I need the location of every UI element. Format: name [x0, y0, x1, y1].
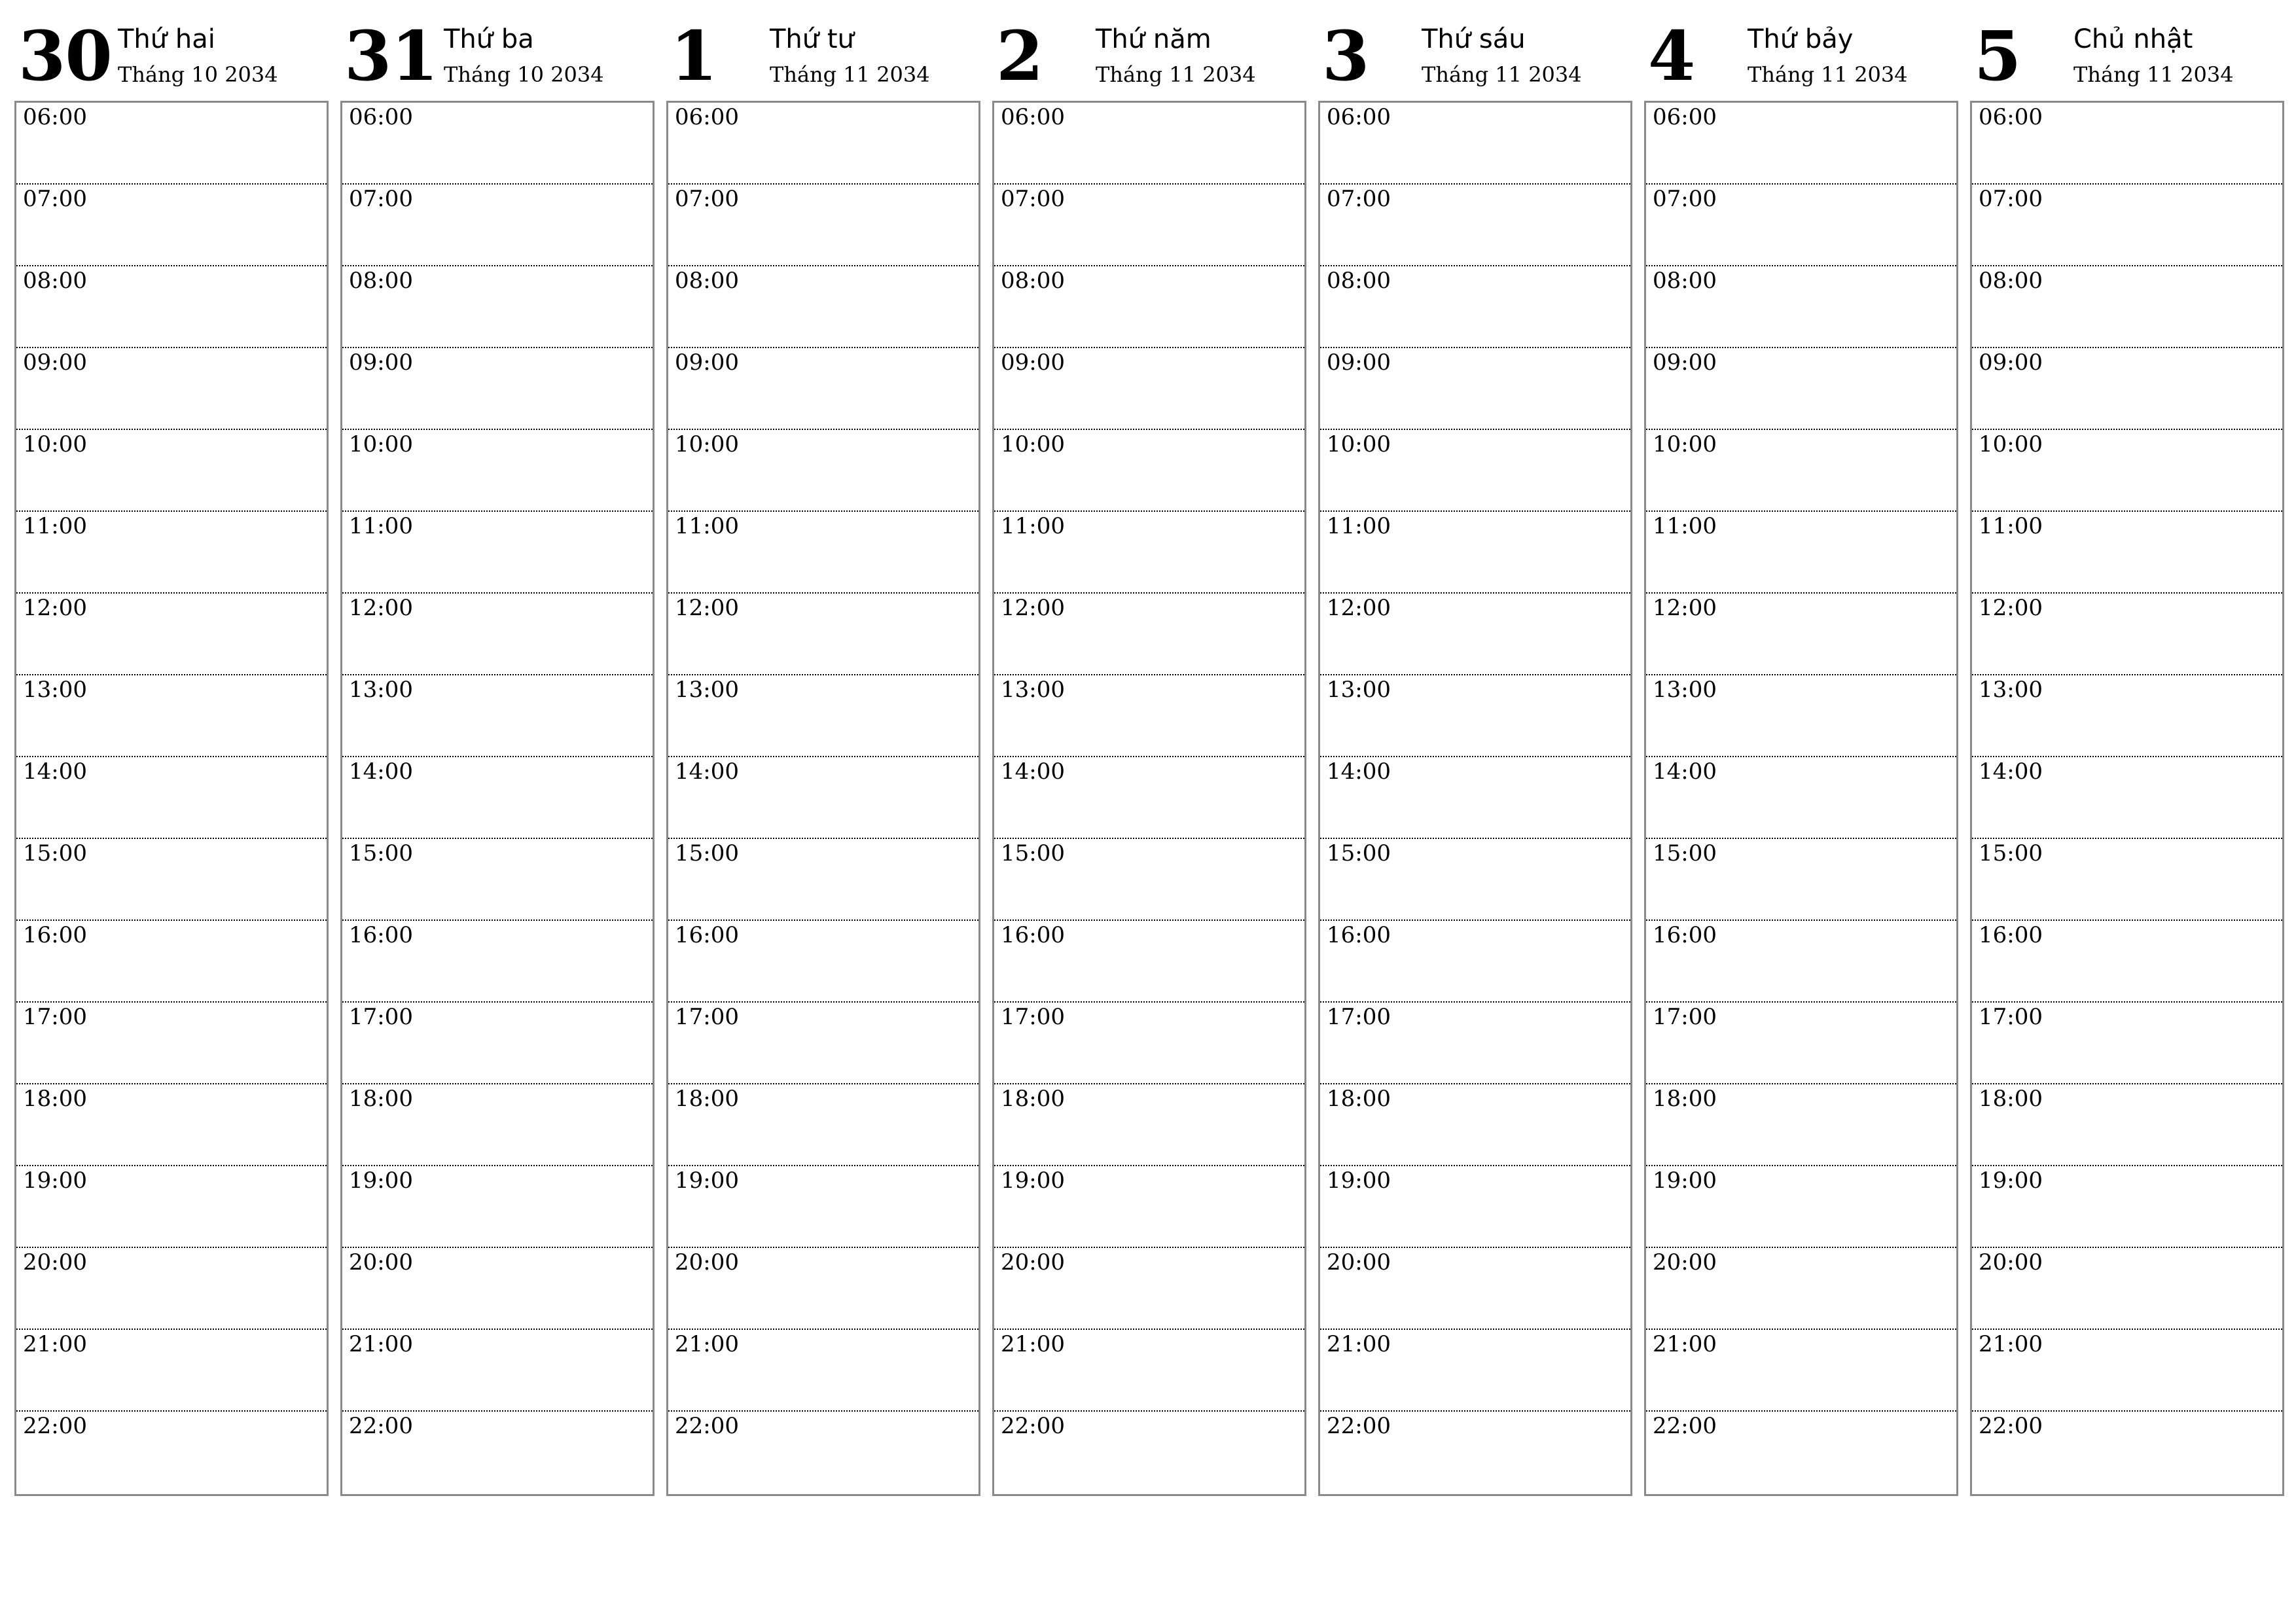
hour-label: 06:00	[1001, 104, 1065, 130]
hour-label: 13:00	[1979, 677, 2043, 703]
hour-slot[interactable]	[342, 1330, 653, 1412]
hour-slot[interactable]	[1972, 594, 2282, 675]
hour-label: 13:00	[23, 677, 87, 703]
hour-label: 16:00	[23, 922, 87, 948]
day-number: 31	[344, 16, 438, 96]
hour-slots-box	[1970, 101, 2284, 1496]
hour-label: 12:00	[1653, 595, 1717, 621]
hour-label: 11:00	[1001, 513, 1065, 539]
hour-label: 18:00	[349, 1086, 413, 1112]
hour-label: 10:00	[1979, 431, 2043, 457]
hour-slot[interactable]	[1972, 1412, 2282, 1493]
hour-label: 21:00	[1001, 1331, 1065, 1357]
day-header	[14, 0, 327, 101]
hour-slot[interactable]	[16, 1248, 327, 1330]
hour-label: 10:00	[1327, 431, 1391, 457]
hour-label: 18:00	[1653, 1086, 1717, 1112]
hour-slot[interactable]	[668, 185, 978, 266]
hour-slot[interactable]	[342, 675, 653, 757]
hour-slot[interactable]	[1646, 1248, 1956, 1330]
hour-label: 09:00	[1327, 349, 1391, 376]
hour-label: 19:00	[23, 1168, 87, 1194]
hour-label: 20:00	[349, 1249, 413, 1275]
hour-label: 22:00	[675, 1413, 739, 1439]
hour-label: 22:00	[23, 1413, 87, 1439]
hour-slot[interactable]	[1320, 266, 1630, 348]
hour-label: 17:00	[675, 1004, 739, 1030]
hour-slot[interactable]	[1320, 185, 1630, 266]
month-label: Tháng 11 2034	[1748, 62, 1908, 87]
hour-slot[interactable]	[1320, 921, 1630, 1003]
hour-label: 12:00	[1327, 595, 1391, 621]
hour-label: 12:00	[1001, 595, 1065, 621]
hour-slot[interactable]	[1646, 185, 1956, 266]
hour-label: 07:00	[1653, 186, 1717, 212]
month-label: Tháng 11 2034	[2073, 62, 2234, 87]
hour-slot[interactable]	[1646, 757, 1956, 839]
hour-label: 11:00	[1327, 513, 1391, 539]
hour-slot[interactable]	[16, 1003, 327, 1084]
hour-label: 07:00	[1327, 186, 1391, 212]
hour-slot[interactable]	[994, 348, 1304, 430]
hour-label: 17:00	[1979, 1004, 2043, 1030]
hour-slot[interactable]	[994, 266, 1304, 348]
hour-slot[interactable]	[668, 921, 978, 1003]
hour-slot[interactable]	[1646, 1330, 1956, 1412]
hour-label: 10:00	[675, 431, 739, 457]
hour-slot[interactable]	[1320, 1003, 1630, 1084]
hour-slot[interactable]	[1320, 512, 1630, 594]
hour-slot[interactable]	[1320, 1248, 1630, 1330]
hour-slot[interactable]	[668, 430, 978, 512]
weekday-label: Thứ tư	[770, 24, 854, 54]
hour-slot[interactable]	[1320, 1084, 1630, 1166]
hour-label: 14:00	[349, 758, 413, 785]
day-header	[1318, 0, 1631, 101]
hour-slot[interactable]	[16, 921, 327, 1003]
hour-label: 06:00	[675, 104, 739, 130]
hour-label: 10:00	[349, 431, 413, 457]
hour-label: 08:00	[1001, 268, 1065, 294]
hour-label: 15:00	[1653, 840, 1717, 866]
hour-label: 12:00	[349, 595, 413, 621]
hour-slot[interactable]	[1972, 430, 2282, 512]
weekday-label: Thứ ba	[444, 24, 534, 54]
day-number: 1	[670, 16, 717, 96]
hour-slot[interactable]	[994, 1330, 1304, 1412]
hour-label: 20:00	[23, 1249, 87, 1275]
hour-slots-box	[666, 101, 980, 1496]
hour-label: 13:00	[1001, 677, 1065, 703]
hour-label: 18:00	[675, 1086, 739, 1112]
hour-label: 15:00	[23, 840, 87, 866]
hour-label: 19:00	[1653, 1168, 1717, 1194]
hour-slot[interactable]	[1646, 103, 1956, 185]
hour-label: 10:00	[23, 431, 87, 457]
hour-label: 21:00	[1979, 1331, 2043, 1357]
hour-label: 09:00	[675, 349, 739, 376]
hour-slot[interactable]	[16, 1166, 327, 1248]
hour-slot[interactable]	[16, 185, 327, 266]
hour-label: 06:00	[23, 104, 87, 130]
hour-label: 12:00	[1979, 595, 2043, 621]
hour-slot[interactable]	[1646, 1084, 1956, 1166]
hour-label: 16:00	[1979, 922, 2043, 948]
hour-slot[interactable]	[994, 1248, 1304, 1330]
hour-slot[interactable]	[668, 1330, 978, 1412]
hour-label: 14:00	[1653, 758, 1717, 785]
hour-label: 15:00	[675, 840, 739, 866]
hour-slot[interactable]	[1320, 103, 1630, 185]
hour-slot[interactable]	[1646, 430, 1956, 512]
hour-label: 07:00	[1979, 186, 2043, 212]
day-number: 2	[996, 16, 1043, 96]
day-column-thursday	[992, 0, 1305, 1505]
hour-slot[interactable]	[1646, 675, 1956, 757]
day-header	[1970, 0, 2283, 101]
hour-slot[interactable]	[342, 839, 653, 921]
hour-slot[interactable]	[16, 1084, 327, 1166]
hour-slot[interactable]	[342, 430, 653, 512]
hour-slot[interactable]	[1972, 185, 2282, 266]
hour-label: 22:00	[1327, 1413, 1391, 1439]
hour-slot[interactable]	[1972, 103, 2282, 185]
hour-slots-box	[992, 101, 1306, 1496]
month-label: Tháng 11 2034	[770, 62, 930, 87]
hour-label: 20:00	[675, 1249, 739, 1275]
hour-label: 18:00	[1001, 1086, 1065, 1112]
hour-slot[interactable]	[994, 1412, 1304, 1493]
hour-slot[interactable]	[16, 1330, 327, 1412]
hour-slot[interactable]	[668, 675, 978, 757]
hour-slot[interactable]	[16, 430, 327, 512]
hour-slot[interactable]	[16, 348, 327, 430]
day-header	[1644, 0, 1957, 101]
hour-slot[interactable]	[1320, 594, 1630, 675]
hour-label: 07:00	[349, 186, 413, 212]
day-header	[992, 0, 1305, 101]
hour-slot[interactable]	[16, 1412, 327, 1493]
hour-label: 21:00	[675, 1331, 739, 1357]
hour-slot[interactable]	[1646, 594, 1956, 675]
hour-label: 16:00	[1001, 922, 1065, 948]
hour-slot[interactable]	[1320, 1166, 1630, 1248]
hour-label: 13:00	[349, 677, 413, 703]
hour-slot[interactable]	[16, 512, 327, 594]
hour-slot[interactable]	[668, 839, 978, 921]
hour-label: 08:00	[675, 268, 739, 294]
hour-label: 11:00	[349, 513, 413, 539]
hour-label: 18:00	[1327, 1086, 1391, 1112]
hour-label: 21:00	[1653, 1331, 1717, 1357]
hour-slot[interactable]	[342, 1084, 653, 1166]
hour-label: 14:00	[1001, 758, 1065, 785]
hour-label: 13:00	[1327, 677, 1391, 703]
hour-label: 12:00	[675, 595, 739, 621]
hour-slot[interactable]	[994, 757, 1304, 839]
hour-slot[interactable]	[1646, 512, 1956, 594]
hour-slot[interactable]	[1972, 512, 2282, 594]
hour-slot[interactable]	[342, 103, 653, 185]
hour-slot[interactable]	[668, 594, 978, 675]
hour-label: 19:00	[675, 1168, 739, 1194]
day-number: 5	[1974, 16, 2021, 96]
day-number: 4	[1648, 16, 1695, 96]
hour-label: 16:00	[1653, 922, 1717, 948]
hour-label: 15:00	[1327, 840, 1391, 866]
hour-slots-box	[1644, 101, 1958, 1496]
hour-slot[interactable]	[1646, 839, 1956, 921]
hour-slots-box	[14, 101, 329, 1496]
hour-slot[interactable]	[16, 675, 327, 757]
hour-label: 20:00	[1327, 1249, 1391, 1275]
day-header	[666, 0, 979, 101]
hour-slot[interactable]	[1972, 1003, 2282, 1084]
hour-slot[interactable]	[1972, 1248, 2282, 1330]
hour-label: 09:00	[1653, 349, 1717, 376]
hour-label: 06:00	[1979, 104, 2043, 130]
hour-label: 08:00	[1653, 268, 1717, 294]
hour-label: 17:00	[1001, 1004, 1065, 1030]
hour-label: 16:00	[675, 922, 739, 948]
hour-slot[interactable]	[1972, 757, 2282, 839]
hour-slot[interactable]	[342, 1003, 653, 1084]
hour-slot[interactable]	[1972, 266, 2282, 348]
hour-slot[interactable]	[16, 839, 327, 921]
day-column-saturday	[1644, 0, 1957, 1505]
hour-slot[interactable]	[668, 1166, 978, 1248]
hour-slot[interactable]	[1320, 430, 1630, 512]
hour-label: 11:00	[1653, 513, 1717, 539]
hour-slot[interactable]	[994, 1166, 1304, 1248]
hour-label: 14:00	[1327, 758, 1391, 785]
hour-label: 08:00	[1979, 268, 2043, 294]
hour-label: 13:00	[675, 677, 739, 703]
hour-label: 14:00	[675, 758, 739, 785]
hour-slot[interactable]	[668, 1412, 978, 1493]
hour-label: 19:00	[1327, 1168, 1391, 1194]
hour-slot[interactable]	[1972, 348, 2282, 430]
hour-slot[interactable]	[1646, 348, 1956, 430]
weekday-label: Chủ nhật	[2073, 24, 2193, 54]
hour-label: 17:00	[349, 1004, 413, 1030]
hour-label: 10:00	[1001, 431, 1065, 457]
hour-slot[interactable]	[994, 512, 1304, 594]
hour-slots-box	[1318, 101, 1632, 1496]
month-label: Tháng 10 2034	[118, 62, 278, 87]
hour-label: 19:00	[349, 1168, 413, 1194]
hour-label: 15:00	[349, 840, 413, 866]
weekday-label: Thứ sáu	[1422, 24, 1526, 54]
weekday-label: Thứ năm	[1096, 24, 1211, 54]
hour-label: 09:00	[23, 349, 87, 376]
hour-slot[interactable]	[668, 103, 978, 185]
hour-slot[interactable]	[1972, 921, 2282, 1003]
hour-label: 22:00	[349, 1413, 413, 1439]
hour-slot[interactable]	[342, 1412, 653, 1493]
hour-label: 18:00	[23, 1086, 87, 1112]
hour-label: 08:00	[349, 268, 413, 294]
hour-slot[interactable]	[342, 185, 653, 266]
hour-slot[interactable]	[994, 430, 1304, 512]
day-number: 30	[18, 16, 112, 96]
hour-label: 17:00	[1653, 1004, 1717, 1030]
hour-slot[interactable]	[1646, 1003, 1956, 1084]
hour-slot[interactable]	[668, 348, 978, 430]
hour-slot[interactable]	[668, 512, 978, 594]
month-label: Tháng 11 2034	[1422, 62, 1582, 87]
hour-slot[interactable]	[342, 1248, 653, 1330]
hour-slot[interactable]	[1646, 1412, 1956, 1493]
hour-slot[interactable]	[342, 1166, 653, 1248]
hour-slot[interactable]	[16, 266, 327, 348]
hour-label: 11:00	[675, 513, 739, 539]
hour-slot[interactable]	[994, 594, 1304, 675]
day-column-monday	[14, 0, 327, 1505]
hour-slot[interactable]	[16, 594, 327, 675]
hour-label: 07:00	[675, 186, 739, 212]
hour-slot[interactable]	[668, 266, 978, 348]
hour-slot[interactable]	[1320, 675, 1630, 757]
hour-label: 07:00	[1001, 186, 1065, 212]
hour-label: 20:00	[1001, 1249, 1065, 1275]
hour-label: 06:00	[349, 104, 413, 130]
hour-label: 19:00	[1979, 1168, 2043, 1194]
hour-label: 22:00	[1979, 1413, 2043, 1439]
hour-label: 14:00	[1979, 758, 2043, 785]
month-label: Tháng 10 2034	[444, 62, 604, 87]
hour-label: 21:00	[349, 1331, 413, 1357]
hour-label: 20:00	[1653, 1249, 1717, 1275]
day-column-wednesday	[666, 0, 979, 1505]
hour-slot[interactable]	[994, 839, 1304, 921]
hour-slot[interactable]	[1646, 1166, 1956, 1248]
day-column-tuesday	[340, 0, 653, 1505]
hour-slot[interactable]	[342, 512, 653, 594]
hour-label: 08:00	[23, 268, 87, 294]
hour-slot[interactable]	[342, 594, 653, 675]
hour-label: 16:00	[349, 922, 413, 948]
hour-slot[interactable]	[16, 103, 327, 185]
hour-slot[interactable]	[1972, 839, 2282, 921]
day-column-friday	[1318, 0, 1631, 1505]
day-column-sunday	[1970, 0, 2283, 1505]
hour-label: 21:00	[23, 1331, 87, 1357]
hour-label: 22:00	[1653, 1413, 1717, 1439]
hour-slot[interactable]	[342, 921, 653, 1003]
hour-label: 19:00	[1001, 1168, 1065, 1194]
hour-label: 09:00	[349, 349, 413, 376]
hour-slot[interactable]	[342, 266, 653, 348]
hour-slot[interactable]	[1320, 348, 1630, 430]
hour-label: 17:00	[1327, 1004, 1391, 1030]
hour-label: 21:00	[1327, 1331, 1391, 1357]
weekday-label: Thứ hai	[118, 24, 215, 54]
hour-label: 08:00	[1327, 268, 1391, 294]
hour-slot[interactable]	[1320, 1412, 1630, 1493]
hour-slot[interactable]	[1972, 675, 2282, 757]
hour-label: 17:00	[23, 1004, 87, 1030]
hour-label: 15:00	[1979, 840, 2043, 866]
day-header	[340, 0, 653, 101]
hour-slot[interactable]	[1972, 1166, 2282, 1248]
hour-slot[interactable]	[342, 348, 653, 430]
hour-label: 16:00	[1327, 922, 1391, 948]
hour-slot[interactable]	[994, 185, 1304, 266]
hour-label: 09:00	[1001, 349, 1065, 376]
hour-slot[interactable]	[668, 1248, 978, 1330]
hour-slot[interactable]	[1646, 921, 1956, 1003]
hour-slot[interactable]	[668, 1084, 978, 1166]
hour-slots-box	[340, 101, 655, 1496]
hour-label: 06:00	[1327, 104, 1391, 130]
hour-label: 07:00	[23, 186, 87, 212]
hour-label: 14:00	[23, 758, 87, 785]
hour-label: 20:00	[1979, 1249, 2043, 1275]
day-number: 3	[1322, 16, 1369, 96]
hour-slot[interactable]	[668, 757, 978, 839]
hour-slot[interactable]	[1320, 757, 1630, 839]
hour-label: 13:00	[1653, 677, 1717, 703]
hour-label: 22:00	[1001, 1413, 1065, 1439]
hour-label: 12:00	[23, 595, 87, 621]
weekday-label: Thứ bảy	[1748, 24, 1854, 54]
hour-slot[interactable]	[1320, 839, 1630, 921]
hour-label: 11:00	[23, 513, 87, 539]
hour-slot[interactable]	[1646, 266, 1956, 348]
hour-slot[interactable]	[994, 921, 1304, 1003]
month-label: Tháng 11 2034	[1096, 62, 1256, 87]
hour-slot[interactable]	[994, 1003, 1304, 1084]
hour-slot[interactable]	[668, 1003, 978, 1084]
hour-label: 06:00	[1653, 104, 1717, 130]
hour-slot[interactable]	[1972, 1330, 2282, 1412]
hour-slot[interactable]	[994, 103, 1304, 185]
hour-slot[interactable]	[994, 1084, 1304, 1166]
hour-slot[interactable]	[1320, 1330, 1630, 1412]
hour-label: 18:00	[1979, 1086, 2043, 1112]
hour-label: 10:00	[1653, 431, 1717, 457]
hour-label: 11:00	[1979, 513, 2043, 539]
hour-label: 09:00	[1979, 349, 2043, 376]
hour-slot[interactable]	[342, 757, 653, 839]
hour-label: 15:00	[1001, 840, 1065, 866]
hour-slot[interactable]	[16, 757, 327, 839]
hour-slot[interactable]	[1972, 1084, 2282, 1166]
hour-slot[interactable]	[994, 675, 1304, 757]
